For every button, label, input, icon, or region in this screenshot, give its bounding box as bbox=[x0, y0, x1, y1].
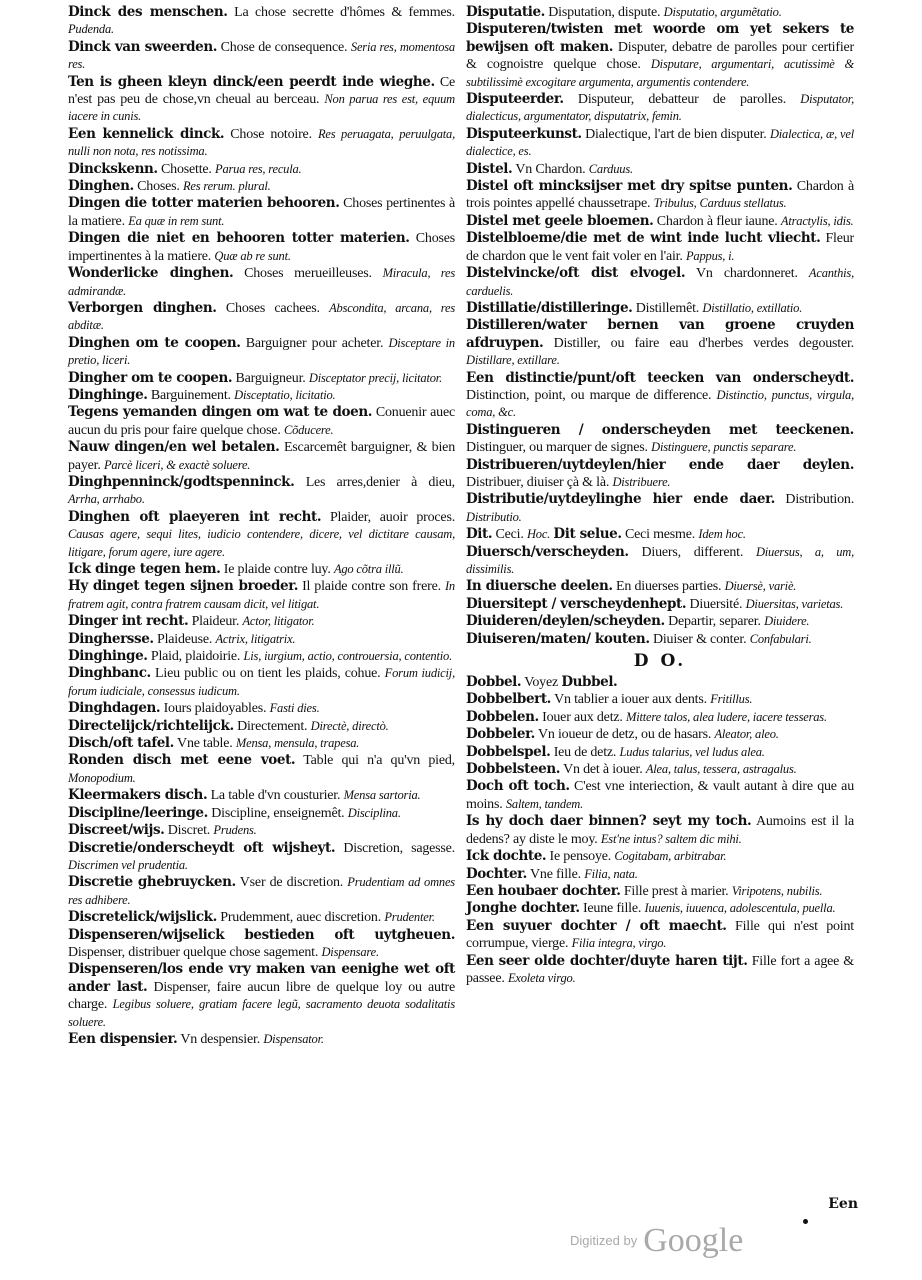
entry-latin: Res peruagata, peruulgata, nulli non nota, res notissima. bbox=[68, 126, 456, 159]
entry-headword: Dispenseren/los ende vry maken van eenighe wet oft ander last. bbox=[68, 961, 455, 995]
entry-headword: Wonderlicke dinghen. bbox=[68, 265, 234, 282]
entry-headword: Discipline/leeringe. bbox=[68, 804, 208, 821]
entry-headword: Dinckskenn. bbox=[68, 160, 158, 177]
entry-french: En diuerses parties. bbox=[616, 579, 722, 595]
dictionary-entry bbox=[68, 805, 455, 822]
entry-headword: Dinghinge. bbox=[68, 648, 148, 665]
dictionary-entry bbox=[466, 883, 854, 900]
entry-headword: Dingher om te coopen. bbox=[68, 369, 233, 386]
entry-latin: Forum iudicij, forum iudiciale, consessus iudicum. bbox=[68, 666, 455, 698]
dictionary-entry bbox=[466, 126, 854, 161]
entry-french: Discretion, sagesse. bbox=[343, 840, 455, 856]
dictionary-entry bbox=[466, 230, 854, 265]
entry-latin: Acanthis, carduelis. bbox=[466, 266, 854, 298]
right-column bbox=[466, 4, 854, 987]
entry-french: Barguinement. bbox=[150, 387, 231, 403]
entry-french: Il plaide contre son frere. bbox=[302, 579, 441, 595]
dictionary-entry bbox=[68, 161, 455, 178]
dictionary-entry bbox=[68, 631, 455, 648]
entry-headword: Dit selue. bbox=[553, 526, 622, 543]
dictionary-entry bbox=[68, 370, 455, 387]
entry-french: Chose de consequence. bbox=[220, 39, 348, 55]
entry-latin: Quæ ab re sunt. bbox=[214, 248, 291, 263]
entry-french: Lieu public ou on tient les plaids, cohue. bbox=[155, 666, 381, 682]
entry-latin: Ago cõtra illũ. bbox=[333, 562, 404, 576]
entry-latin: Res rerum. plural. bbox=[183, 179, 271, 194]
entry-headword: Jonghe dochter. bbox=[466, 900, 580, 917]
catchword: Een bbox=[828, 1196, 858, 1212]
entry-french: Vn chardonneret. bbox=[696, 266, 798, 282]
entry-latin: Diuidere. bbox=[764, 614, 810, 629]
dictionary-entry bbox=[68, 265, 455, 300]
entry-latin: Parcè liceri, & exactè soluere. bbox=[103, 457, 251, 472]
entry-french: Choses merueilleuses. bbox=[244, 266, 372, 282]
entry-headword: Een suyuer dochter / oft maecht. bbox=[466, 917, 727, 934]
dictionary-entry bbox=[68, 874, 455, 909]
entry-latin: Monopodium. bbox=[68, 770, 136, 785]
dictionary-entry bbox=[466, 317, 854, 369]
dictionary-entry bbox=[68, 4, 455, 39]
entry-french: La chose secrette d'hômes & femmes. bbox=[234, 5, 455, 20]
entry-headword: Kleermakers disch. bbox=[68, 787, 208, 804]
entry-latin: Tribulus, Carduus stellatus. bbox=[653, 196, 787, 211]
entry-french: Barguigneur. bbox=[235, 370, 306, 386]
dictionary-entry bbox=[466, 578, 854, 595]
dictionary-entry bbox=[68, 195, 455, 230]
entry-latin: Dispensator. bbox=[263, 1031, 324, 1046]
entry-french: Barguigner pour acheter. bbox=[245, 335, 384, 351]
entry-latin: Confabulari. bbox=[749, 631, 812, 646]
entry-french: Conuenir auec aucun du pris pour faire quelque chose. bbox=[68, 405, 455, 438]
dictionary-entry bbox=[466, 544, 854, 579]
entry-headword: Ten is gheen kleyn dinck/een peerdt inde wieghe. bbox=[68, 73, 435, 90]
entry-french: Ieu de detz. bbox=[553, 744, 617, 760]
entry-crossref: Dubbel. bbox=[561, 674, 618, 691]
entry-latin: Idem hoc. bbox=[698, 527, 746, 542]
dictionary-entry bbox=[466, 866, 854, 883]
entry-french: Vn det à iouer. bbox=[563, 762, 643, 778]
entry-headword: Dinck van sweerden. bbox=[68, 38, 218, 55]
entry-latin: Disceptatio, licitatio. bbox=[234, 387, 336, 402]
entry-headword: Distelbloeme/die met de wint inde lucht vliecht. bbox=[466, 230, 821, 247]
entry-latin: Prudentiam ad omnes res adhibere. bbox=[68, 875, 455, 907]
entry-french: Distribuer, diuiser çà & là. bbox=[466, 474, 610, 490]
dictionary-entry bbox=[68, 439, 455, 474]
entry-french: Escarcemêt barguigner, & bien payer. bbox=[68, 440, 455, 473]
entry-french: Dialectique, l'art de bien disputer. bbox=[585, 126, 767, 142]
entry-french: C'est vne interiection, & vault autant à dire que au moins. bbox=[466, 779, 854, 812]
entry-french: La table d'vn cousturier. bbox=[210, 788, 341, 804]
section-heading: D O. bbox=[633, 651, 687, 672]
entry-latin: Distillare, extillare. bbox=[466, 353, 560, 368]
dictionary-entry bbox=[68, 300, 455, 335]
dictionary-entry bbox=[68, 613, 455, 630]
entry-latin: Abscondita, arcana, res abditæ. bbox=[68, 300, 455, 333]
entry-latin: Actor, litigator. bbox=[242, 614, 315, 629]
dictionary-entry bbox=[466, 91, 854, 126]
entry-headword: Dobbelspel. bbox=[466, 743, 551, 760]
entry-headword: Dispenseren/wijselick bestieden oft uytgheuen. bbox=[68, 926, 455, 943]
entry-french: Ce n'est pas peu de chose,vn cheual au berceau. bbox=[68, 74, 455, 108]
entry-latin: Disciplina. bbox=[347, 805, 401, 820]
dictionary-entry bbox=[68, 474, 455, 509]
entry-headword: Dinghen oft plaeyeren int recht. bbox=[68, 508, 322, 525]
entry-headword: Distilleren/water bernen van groene cruyden afdruypen. bbox=[466, 317, 854, 351]
entry-headword: In diuersche deelen. bbox=[466, 578, 613, 595]
entry-french: Distinction, point, ou marque de difference. bbox=[466, 387, 712, 403]
entry-latin: Miracula, res admirandæ. bbox=[68, 266, 455, 298]
entry-french: Choses. bbox=[137, 179, 180, 195]
entry-latin: Saltem, tandem. bbox=[505, 796, 584, 811]
print-mark-dot bbox=[803, 1219, 808, 1224]
dictionary-entry bbox=[466, 300, 854, 317]
entry-french: Chardon à trois pointes appellé chaussetrape. bbox=[466, 179, 854, 212]
entry-headword: Distingueren / onderscheyden met teeckenen. bbox=[466, 421, 854, 438]
entry-latin: Viripotens, nubilis. bbox=[731, 883, 823, 898]
entry-latin: Carduus. bbox=[588, 161, 633, 176]
entry-latin: Distinguere, punctis separare. bbox=[651, 440, 797, 455]
entry-french: Iours plaidoyables. bbox=[163, 701, 267, 717]
dictionary-entry bbox=[68, 1031, 455, 1048]
entry-headword: Dingen die niet en behooren totter materien. bbox=[68, 230, 410, 247]
entry-french: Choses cachees. bbox=[225, 300, 320, 316]
entry-french: Vn Chardon. bbox=[515, 161, 586, 177]
entry-latin: Ea quæ in rem sunt. bbox=[128, 213, 225, 228]
entry-latin: Distillatio, extillatio. bbox=[702, 300, 803, 315]
entry-french: Ceci mesme. bbox=[624, 527, 696, 543]
dictionary-entry bbox=[68, 909, 455, 926]
entry-french: Les arres,denier à dieu, bbox=[305, 474, 455, 490]
entry-headword: Ronden disch met eene voet. bbox=[68, 752, 296, 769]
entry-latin: Cogitabam, arbitrabar. bbox=[614, 849, 727, 864]
dictionary-entry bbox=[68, 230, 455, 265]
entry-headword: Een distinctie/punt/oft teecken van onderscheydt. bbox=[466, 369, 854, 386]
entry-headword: Een seer olde dochter/duyte haren tijt. bbox=[466, 952, 748, 969]
entry-french: Distillemêt. bbox=[635, 300, 700, 316]
right-column-entries-a bbox=[466, 4, 854, 648]
dictionary-entry bbox=[68, 752, 455, 787]
dictionary-entry bbox=[68, 961, 455, 1031]
entry-headword: Distel met geele bloemen. bbox=[466, 212, 654, 229]
entry-headword: Dobbelbert. bbox=[466, 691, 551, 708]
entry-french: Dispenser, faire aucun libre de quelque loy ou autre charge. bbox=[68, 979, 455, 1013]
dictionary-entry bbox=[466, 900, 854, 917]
entry-latin: Diuersè, variè. bbox=[724, 579, 797, 594]
entry-latin: Dialectica, æ, vel dialectice, es. bbox=[466, 126, 854, 159]
entry-french: Prudemment, auec discretion. bbox=[220, 910, 382, 926]
entry-headword: Nauw dingen/en wel betalen. bbox=[68, 439, 280, 456]
entry-headword: Discreet/wijs. bbox=[68, 822, 165, 839]
entry-french: Fleur de chardon que le vent fait voler en l'air. bbox=[466, 231, 854, 264]
entry-french: Disputation, dispute. bbox=[548, 5, 661, 20]
entry-headword: Een dispensier. bbox=[68, 1030, 178, 1047]
entry-headword: Diuersch/verscheyden. bbox=[466, 543, 629, 560]
dictionary-entry bbox=[466, 674, 854, 691]
entry-latin: In fratrem agit, contra fratrem causam dicit, vel litigat. bbox=[68, 579, 455, 611]
entry-latin: Legibus soluere, gratiam facere legũ, sacramento deuota sodalitatis soluere. bbox=[68, 997, 455, 1029]
entry-french: Choses pertinentes à la matiere. bbox=[68, 196, 455, 229]
entry-french: Discipline, enseignemêt. bbox=[211, 805, 345, 821]
entry-latin: Distributio. bbox=[466, 509, 522, 524]
entry-french: Table qui n'a qu'vn pied, bbox=[303, 753, 455, 769]
entry-french: Diuersité. bbox=[689, 596, 743, 612]
digitized-watermark bbox=[570, 1222, 743, 1260]
entry-french: Diuiser & conter. bbox=[652, 631, 747, 647]
entry-headword: Tegens yemanden dingen om wat te doen. bbox=[68, 404, 373, 421]
entry-headword: Distel. bbox=[466, 160, 513, 177]
entry-headword: Dinghpenninck/godtspenninck. bbox=[68, 473, 295, 490]
entry-french: Vn despensier. bbox=[180, 1031, 261, 1047]
entry-latin: Mensa, mensula, trapesa. bbox=[235, 736, 360, 751]
dictionary-entry bbox=[466, 4, 854, 21]
entry-latin: Distribuere. bbox=[612, 474, 671, 489]
entry-latin: Fasti dies. bbox=[269, 701, 320, 716]
entry-headword: Diuersitept / verscheydenhept. bbox=[466, 595, 687, 612]
dictionary-entry bbox=[466, 596, 854, 613]
entry-headword: Disputeerder. bbox=[466, 91, 564, 108]
entry-french: Fille prest à marier. bbox=[623, 883, 729, 899]
dictionary-entry bbox=[68, 665, 455, 700]
dictionary-entry bbox=[68, 840, 455, 875]
entry-latin: Cõducere. bbox=[283, 422, 334, 437]
entry-headword: Dobbel. bbox=[466, 674, 522, 691]
dictionary-entry bbox=[466, 491, 854, 526]
dictionary-entry bbox=[68, 335, 455, 370]
dictionary-entry bbox=[466, 457, 854, 492]
dictionary-entry bbox=[466, 813, 854, 848]
entry-french: Directement. bbox=[237, 718, 308, 734]
dictionary-entry bbox=[68, 404, 455, 439]
entry-headword: Disputeerkunst. bbox=[466, 125, 582, 142]
entry-headword: Dingen die totter materien behooren. bbox=[68, 195, 340, 212]
entry-headword: Een houbaer dochter. bbox=[466, 882, 621, 899]
entry-latin: Non parua res est, equum iacere in cunis. bbox=[68, 92, 455, 124]
entry-headword: Dobbelen. bbox=[466, 708, 539, 725]
right-column-entries-b bbox=[466, 674, 854, 987]
dictionary-entry bbox=[68, 561, 455, 578]
entry-french: Ieune fille. bbox=[582, 901, 642, 917]
entry-headword: Is hy doch daer binnen? seyt my toch. bbox=[466, 813, 752, 830]
entry-latin: Causas agere, sequi lites, iudicio contendere, dicere, vel dictitare causam, litigare, forum agere, iure agere. bbox=[68, 527, 455, 559]
entry-latin: Parua res, recula. bbox=[215, 161, 302, 176]
entry-french: Disputer, debatre de parolles pour certifier & cognoistre quelque chose. bbox=[466, 39, 854, 73]
entry-headword: Dinghen om te coopen. bbox=[68, 334, 241, 351]
entry-latin: Prudenter. bbox=[384, 910, 435, 925]
entry-latin: Diuersitas, varietas. bbox=[745, 596, 844, 611]
entry-french: Ie plaide contre luy. bbox=[223, 562, 331, 577]
entry-headword: Disputeren/twisten met woorde om yet sekers te bewijsen oft maken. bbox=[466, 21, 854, 55]
entry-latin: Mittere talos, alea ludere, iacere tesseras. bbox=[626, 709, 827, 724]
dictionary-entry bbox=[466, 21, 854, 91]
entry-french: Vser de discretion. bbox=[239, 875, 344, 891]
entry-headword: Dinghinge. bbox=[68, 386, 148, 403]
entry-french: Voyez bbox=[524, 675, 559, 691]
dictionary-entry bbox=[68, 718, 455, 735]
dictionary-entry bbox=[466, 422, 854, 457]
dictionary-entry bbox=[466, 265, 854, 300]
entry-french: Vn tablier a iouer aux dents. bbox=[554, 692, 707, 708]
entry-latin: Distinctio, punctus, virgula, coma, &c. bbox=[466, 387, 854, 420]
dictionary-entry bbox=[466, 178, 854, 213]
entry-french: Departir, separer. bbox=[668, 614, 761, 630]
entry-french: Ceci. bbox=[495, 527, 524, 543]
entry-french: Iouer aux detz. bbox=[542, 709, 623, 725]
dictionary-entry bbox=[68, 578, 455, 613]
entry-latin: Aleator, aleo. bbox=[714, 727, 779, 742]
entry-headword: Doch oft toch. bbox=[466, 778, 570, 795]
entry-french: Discret. bbox=[167, 823, 211, 839]
dictionary-entry bbox=[68, 735, 455, 752]
entry-latin: Alea, talus, tessera, astragalus. bbox=[645, 762, 797, 777]
entry-headword: Verborgen dinghen. bbox=[68, 299, 217, 316]
dictionary-entry bbox=[68, 927, 455, 962]
entry-french: Fille fort a agee & passee. bbox=[466, 953, 854, 986]
entry-latin: Actrix, litigatrix. bbox=[215, 631, 296, 646]
dictionary-entry bbox=[466, 744, 854, 761]
dictionary-entry bbox=[68, 509, 455, 561]
entry-latin: Lis, iurgium, actio, controuersia, contentio. bbox=[243, 649, 452, 664]
entry-latin: Disceptator precij, licitator. bbox=[308, 370, 442, 385]
entry-headword: Distributie/uytdeylinghe hier ende daer. bbox=[466, 491, 775, 508]
entry-french: Vn ioueur de detz, ou de hasars. bbox=[537, 727, 712, 743]
entry-headword: Discretie/onderscheydt oft wijsheyt. bbox=[68, 839, 336, 856]
entry-french: Chosette. bbox=[161, 161, 212, 177]
dictionary-entry bbox=[68, 387, 455, 404]
entry-latin: Ludus talarius, vel ludus alea. bbox=[619, 744, 765, 759]
entry-headword: Distribueren/uytdeylen/hier ende daer deylen. bbox=[466, 456, 854, 473]
entry-french: Aumoins est il la dedens? ay diste le moy. bbox=[466, 814, 855, 847]
entry-french: Distiller, ou faire eau d'herbes verdes degouster. bbox=[553, 335, 854, 351]
entry-latin: Pudenda. bbox=[68, 22, 114, 37]
dictionary-entry bbox=[466, 778, 854, 813]
entry-headword: Dochter. bbox=[466, 865, 527, 882]
google-logo: Google bbox=[643, 1222, 744, 1259]
entry-french: Vne fille. bbox=[530, 866, 581, 882]
entry-french: Fille qui n'est point corrumpue, vierge. bbox=[466, 918, 854, 952]
entry-latin: Mensa sartoria. bbox=[343, 788, 421, 803]
entry-latin: Hoc. bbox=[526, 527, 551, 542]
entry-headword: Dinghbanc. bbox=[68, 665, 151, 682]
entry-french: Plaideur. bbox=[191, 614, 240, 630]
entry-headword: Een kennelick dinck. bbox=[68, 125, 225, 142]
entry-latin: Discrimen vel prudentia. bbox=[68, 857, 188, 872]
dictionary-entry bbox=[466, 848, 854, 865]
entry-french: Chardon à fleur iaune. bbox=[656, 213, 778, 229]
entry-french: Vne table. bbox=[177, 736, 233, 752]
entry-french: Plaideuse. bbox=[157, 631, 213, 647]
entry-headword: Diuiseren/maten/ kouten. bbox=[466, 630, 650, 647]
dictionary-entry bbox=[466, 631, 854, 648]
entry-french: Choses impertinentes à la matiere. bbox=[68, 231, 455, 264]
entry-latin: Arrha, arrhabo. bbox=[68, 492, 145, 507]
entry-french: Ie pensoye. bbox=[549, 849, 612, 865]
entry-latin: Filia integra, virgo. bbox=[571, 936, 667, 951]
left-column bbox=[68, 4, 455, 1048]
dictionary-entry bbox=[68, 74, 455, 126]
entry-latin: Exoleta virgo. bbox=[507, 970, 576, 985]
dictionary-entry bbox=[466, 161, 854, 178]
entry-headword: Distillatie/distilleringe. bbox=[466, 299, 633, 316]
dictionary-entry bbox=[68, 39, 455, 74]
entry-latin: Dispensare. bbox=[321, 944, 379, 959]
entry-french: Diuers, different. bbox=[641, 544, 744, 560]
entry-headword: Disputatie. bbox=[466, 4, 545, 20]
dictionary-entry bbox=[466, 526, 854, 543]
dictionary-entry bbox=[68, 700, 455, 717]
dictionary-entry bbox=[68, 178, 455, 195]
dictionary-entry bbox=[68, 787, 455, 804]
entry-french: Dispenser, distribuer quelque chose sagement. bbox=[68, 944, 319, 960]
entry-latin: Iuuenis, iuuenca, adolescentula, puella. bbox=[644, 901, 836, 916]
entry-french: Chose notoire. bbox=[230, 126, 312, 142]
dictionary-entry bbox=[466, 213, 854, 230]
entry-headword: Dinger int recht. bbox=[68, 613, 189, 630]
entry-latin: Atractylis, idis. bbox=[780, 213, 854, 228]
entry-latin: Disputare, argumentari, acutissimè & subtilissimè excogitare argumenta, argumentis contendere. bbox=[466, 57, 854, 89]
entry-latin: Disputatio, argumẽtatio. bbox=[663, 5, 782, 19]
dictionary-entry bbox=[466, 761, 854, 778]
dictionary-entry bbox=[466, 726, 854, 743]
entry-headword: Discretelick/wijslick. bbox=[68, 909, 217, 926]
entry-french: Distribution. bbox=[785, 492, 854, 508]
entry-headword: Dobbeler. bbox=[466, 726, 535, 743]
entry-latin: Disputator, dialecticus, argumentator, disputatrix, femin. bbox=[466, 92, 854, 124]
dictionary-entry bbox=[466, 613, 854, 630]
entry-headword: Hy dinget tegen sijnen broeder. bbox=[68, 578, 298, 595]
entry-latin: Filia, nata. bbox=[584, 866, 638, 881]
dictionary-entry bbox=[466, 370, 854, 422]
entry-latin: Seria res, momentosa res. bbox=[68, 39, 455, 72]
dictionary-entry bbox=[466, 953, 854, 988]
entry-latin: Directè, directò. bbox=[310, 718, 389, 733]
entry-headword: Distel oft mincksijser met dry spitse punten. bbox=[466, 178, 793, 195]
entry-latin: Pappus, i. bbox=[685, 248, 735, 263]
entry-french: Plaider, auoir proces. bbox=[329, 509, 455, 525]
entry-french: Distinguer, ou marquer de signes. bbox=[466, 440, 648, 456]
entry-french: Disputeur, debatteur de parolles. bbox=[577, 92, 786, 108]
entry-latin: Prudens. bbox=[213, 823, 257, 838]
entry-headword: Ick dinge tegen hem. bbox=[68, 561, 221, 577]
entry-headword: Dinghen. bbox=[68, 178, 134, 195]
entry-latin: Est'ne intus? saltem dic mihi. bbox=[600, 831, 742, 846]
entry-headword: Dit. bbox=[466, 526, 493, 543]
entry-headword: Dinghdagen. bbox=[68, 700, 161, 717]
watermark-prefix: Digitized by bbox=[570, 1233, 638, 1248]
entry-headword: Diuideren/deylen/scheyden. bbox=[466, 613, 665, 630]
entry-latin: Fritillus. bbox=[710, 692, 753, 707]
entry-latin: Disceptare in pretio, liceri. bbox=[68, 335, 455, 368]
entry-headword: Ick dochte. bbox=[466, 848, 547, 865]
entry-headword: Dobbelsteen. bbox=[466, 761, 561, 778]
dictionary-entry bbox=[466, 691, 854, 708]
dictionary-entry bbox=[466, 709, 854, 726]
dictionary-entry bbox=[68, 822, 455, 839]
dictionary-entry bbox=[466, 918, 854, 953]
dictionary-entry bbox=[68, 648, 455, 665]
entry-headword: Dinck des menschen. bbox=[68, 4, 228, 20]
entry-latin: Diuersus, a, um, dissimilis. bbox=[466, 544, 854, 576]
entry-headword: Dinghersse. bbox=[68, 630, 154, 647]
entry-headword: Disch/oft tafel. bbox=[68, 735, 174, 752]
entry-headword: Discretie ghebruycken. bbox=[68, 874, 236, 891]
dictionary-entry bbox=[68, 126, 455, 161]
entry-headword: Directelijck/richtelijck. bbox=[68, 717, 234, 734]
entry-french: Plaid, plaidoirie. bbox=[150, 649, 241, 665]
entry-headword: Distelvincke/oft dist elvogel. bbox=[466, 265, 686, 282]
